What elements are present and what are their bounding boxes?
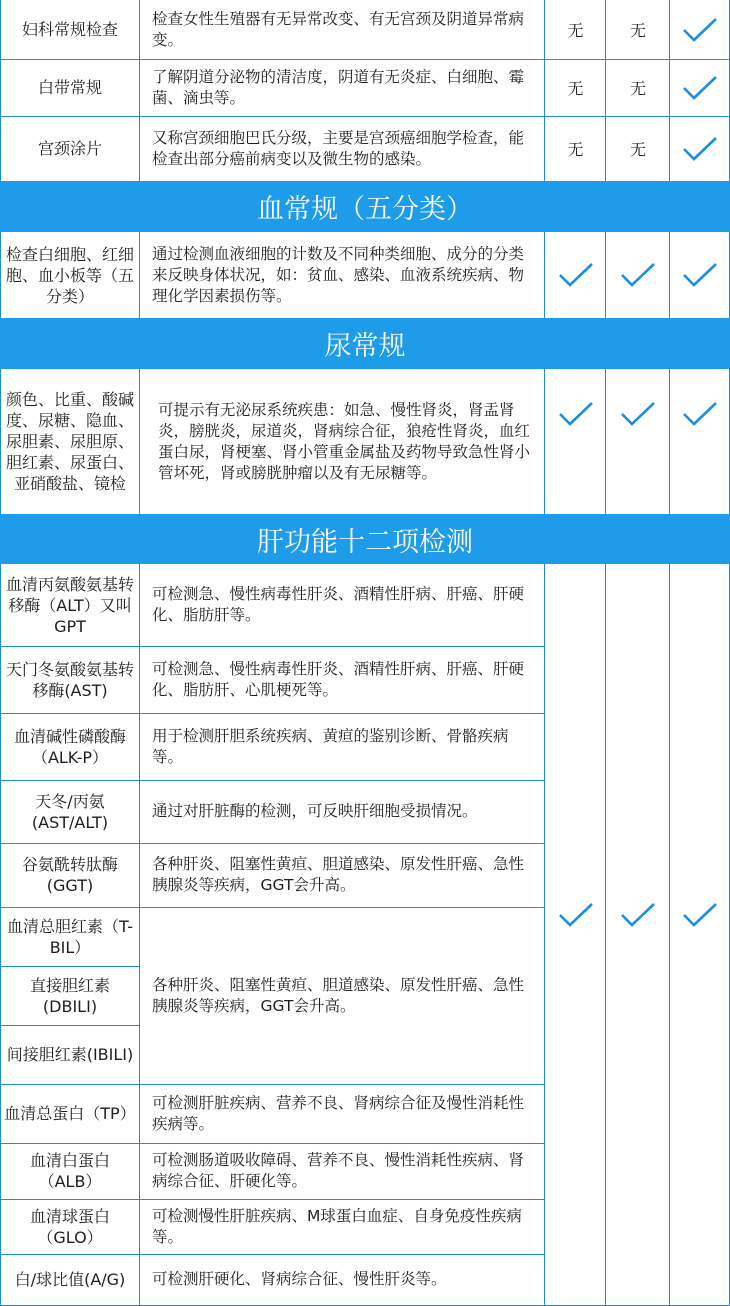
row-name-dbili: 直接胆红素(DBILI) [29,975,110,1016]
grid-line [0,1199,545,1200]
grid-line [0,843,545,844]
grid-line [544,0,545,181]
grid-line [0,1143,545,1144]
grid-line [139,0,140,181]
grid-line [0,780,545,781]
package3-check-cell [670,0,730,59]
check-icon [620,401,656,427]
check-icon [620,262,656,288]
grid-line [0,966,140,967]
package2-value: 无 [629,79,646,98]
grid-line [0,907,545,908]
check-icon [558,401,594,427]
grid-line [605,564,606,1305]
package2-check-cell [606,369,670,459]
grid-line [0,564,1,1305]
check-icon [558,902,594,928]
row-desc-gyn-exam: 检查女性生殖器有无异常改变、有无宫颈及阴道异常病变。 [152,9,525,49]
grid-line [0,1084,545,1085]
row-name-ag-ratio: 白/球比值(A/G) [14,1270,126,1289]
row-desc-urine-items: 可提示有无泌尿系统疾患：如急、慢性肾炎，肾盂肾炎，膀胱炎，尿道炎，肾病综合征，狼疮性肾炎，血红蛋白尿，肾梗塞、肾小管重金属盐及药物导致急性肾小管坏死，肾或膀胱肿瘤以及有无尿糖等。 [158,400,531,482]
grid-line [605,0,606,181]
grid-line [544,232,545,318]
row-name-tbil: 血清总胆红素（T-BIL） [6,916,134,957]
check-icon [682,17,718,43]
grid-line [605,232,606,318]
grid-line [0,646,545,647]
row-name-ast: 天门冬氨酸氨基转移酶(AST) [5,659,134,700]
grid-line [139,232,140,318]
row-desc-ast-alt-ratio: 通过对肝脏酶的检测，可反映肝细胞受损情况。 [152,802,478,820]
row-desc-leucorrhea: 了解阴道分泌物的清洁度，阴道有无炎症、白细胞、霉菌、滴虫等。 [152,67,525,107]
package2-check-cell [606,232,670,318]
row-desc-pap-smear: 又称宫颈细胞巴氏分级，主要是宫颈癌细胞学检查，能检查出部分癌前病变以及微生物的感染。 [152,128,525,168]
check-icon [558,262,594,288]
grid-line [669,0,670,181]
row-name-glo: 血清球蛋白（GLO） [29,1206,110,1247]
grid-line [0,116,730,117]
package1-check-cell [545,564,606,1265]
row-name-alb: 血清白蛋白（ALB） [29,1151,110,1191]
row-name-ast-alt-ratio: 天冬/丙氨(AST/ALT) [31,791,109,832]
row-name-ibili: 间接胆红素(IBILI) [6,1045,134,1064]
row-desc-ggt: 各种肝炎、阻塞性黄疸、胆道感染、原发性肝癌、急性胰腺炎等疾病，GGT会升高。 [152,855,525,894]
grid-line [544,369,545,514]
grid-line [544,564,545,1305]
package2-check-cell [606,564,670,1265]
grid-line [0,713,545,714]
grid-line [0,369,1,514]
row-name-ggt: 谷氨酰转肽酶(GGT) [21,855,118,895]
package1-value: 无 [567,140,584,159]
grid-line [139,369,140,514]
package3-check-cell [670,564,730,1265]
section-header-urine-routine: 尿常规 [0,318,730,369]
row-desc-alkp: 用于检测肝胆系统疾病、黄疸的鉴别诊断、骨骼疾病等。 [152,726,509,766]
row-desc-tp: 可检测肝脏疾病、营养不良、肾病综合征及慢性消耗性疾病等。 [152,1093,525,1133]
row-name-alkp: 血清碱性磷酸酶（ALK-P） [13,726,126,767]
package3-check-cell [670,369,730,459]
grid-line [0,0,1,181]
grid-line [0,232,1,318]
row-desc-glo: 可检测慢性肝脏疾病、M球蛋白血症、自身免疫性疾病等。 [152,1206,522,1246]
row-name-leucorrhea: 白带常规 [37,78,102,97]
package1-check-cell [545,369,606,459]
package1-check-cell [545,232,606,318]
row-desc-ag-ratio: 可检测肝硬化、肾病综合征、慢性肝炎等。 [152,1270,447,1288]
section-header-blood-routine: 血常规（五分类） [0,181,730,232]
section-header-liver-function: 肝功能十二项检测 [0,514,730,564]
package3-check-cell [670,232,730,318]
package1-value: 无 [567,79,584,98]
grid-line [669,564,670,1305]
grid-line [669,369,670,514]
check-icon [620,902,656,928]
check-icon [682,262,718,288]
row-desc-ast: 可检测急、慢性病毒性肝炎、酒精性肝病、肝癌、肝硬化、脂肪肝、心肌梗死等。 [152,659,525,699]
package3-check-cell [670,59,730,116]
check-icon [682,136,718,162]
grid-line [605,369,606,514]
row-name-alt: 血清丙氨酸氨基转移酶（ALT）又叫GPT [5,574,134,636]
grid-line [0,1254,545,1255]
grid-line [139,564,140,1305]
check-icon [682,75,718,101]
check-icon [682,401,718,427]
row-desc-alt: 可检测急、慢性病毒性肝炎、酒精性肝病、肝癌、肝硬化、脂肪肝等。 [152,585,525,624]
grid-line [0,1025,140,1026]
row-name-gyn-exam: 妇科常规检查 [21,20,118,39]
package3-check-cell [670,116,730,181]
package1-value: 无 [567,21,584,40]
package2-value: 无 [629,21,646,40]
grid-line [669,232,670,318]
row-name-blood-cells: 检查白细胞、红细胞、血小板等（五分类） [5,244,134,306]
row-name-tp: 血清总蛋白（TP） [4,1104,136,1123]
package2-value: 无 [629,140,646,159]
row-name-urine-items: 颜色、比重、酸碱度、尿糖、隐血、尿胆素、尿胆原、胆红素、尿蛋白、亚硝酸盐、镜检 [6,390,135,493]
grid-line [0,59,730,60]
check-icon [682,902,718,928]
row-desc-blood-cells: 通过检测血液细胞的计数及不同种类细胞、成分的分类来反映身体状况，如：贫血、感染、血液系统疾病、物理化学因素损伤等。 [152,244,525,305]
row-desc-bilirubin: 各种肝炎、阻塞性黄疸、胆道感染、原发性肝癌、急性胰腺炎等疾病，GGT会升高。 [152,975,525,1015]
row-name-pap-smear: 宫颈涂片 [37,139,102,158]
row-desc-alb: 可检测肠道吸收障碍、营养不良、慢性消耗性疾病、肾病综合征、肝硬化等。 [152,1151,525,1190]
